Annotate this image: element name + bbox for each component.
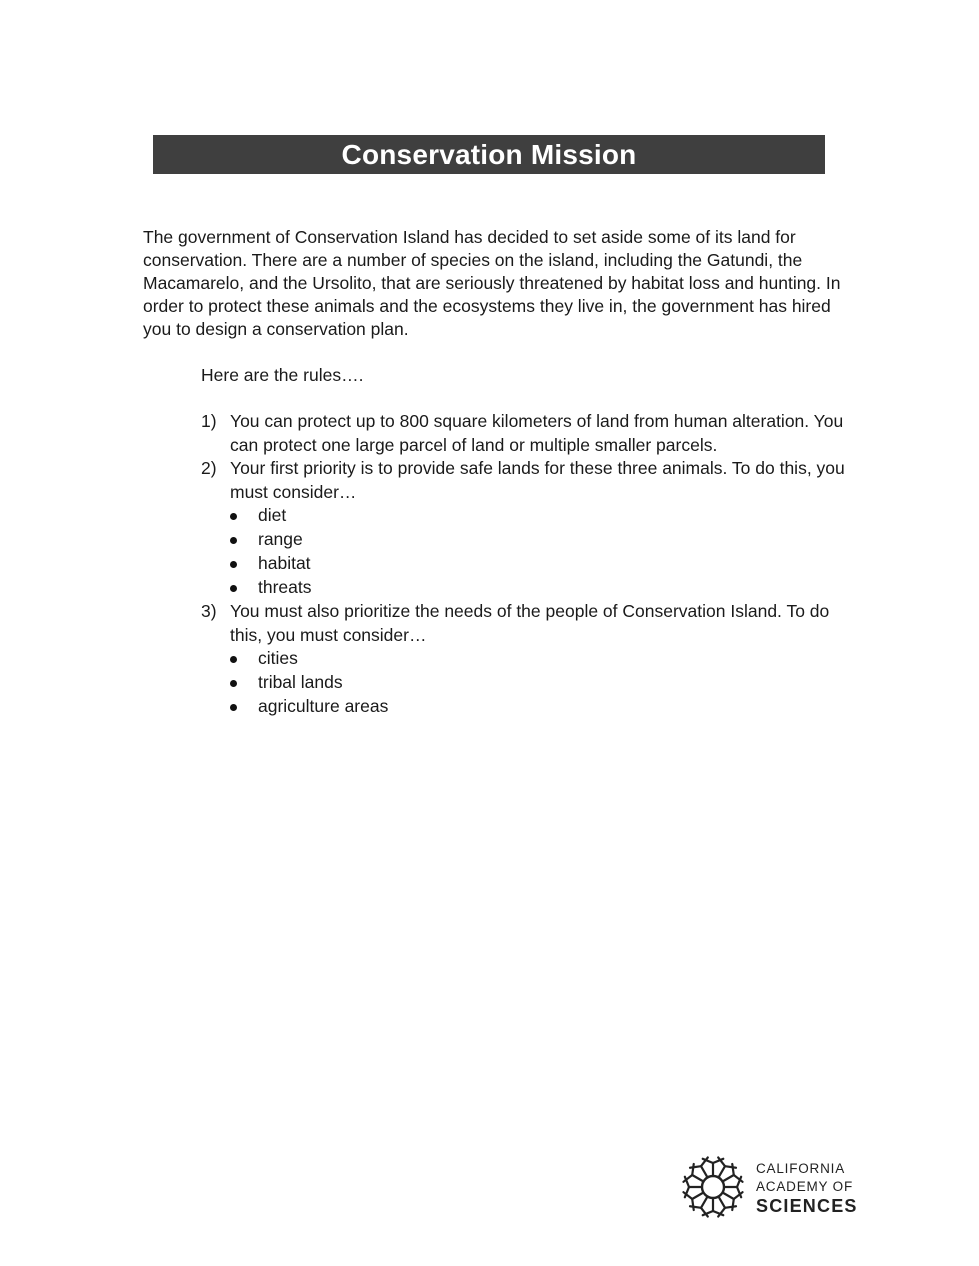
bullet-icon <box>230 513 237 520</box>
rule-number: 3) <box>201 601 217 621</box>
bullet-text: threats <box>258 577 312 598</box>
bullet-text: diet <box>258 505 287 526</box>
bullet-icon <box>230 561 237 568</box>
bullet-icon <box>230 537 237 544</box>
rule-item <box>201 457 851 504</box>
academy-logo <box>680 1152 860 1222</box>
rules-list <box>201 410 851 719</box>
rule-number: 2) <box>201 458 217 478</box>
rule-item <box>201 410 851 457</box>
bullet-icon <box>230 704 237 711</box>
logo-line-sciences: SCIENCES <box>756 1195 858 1216</box>
rule-text: You can protect up to 800 square kilometers of land from human alteration. You can protect one large parcel of land or multiple smaller parcels. <box>230 411 844 455</box>
bullet-text: range <box>258 529 303 550</box>
bullet-icon <box>230 656 237 663</box>
list-item <box>230 695 851 719</box>
list-item <box>230 647 851 671</box>
bullet-text: habitat <box>258 553 311 574</box>
people-considerations-list <box>201 647 851 719</box>
sunburst-logo-icon <box>680 1154 746 1220</box>
bullet-icon <box>230 680 237 687</box>
rules-lead: Here are the rules…. <box>201 365 364 385</box>
logo-line-academy: ACADEMY OF <box>756 1178 854 1194</box>
animal-considerations-list <box>201 504 851 600</box>
bullet-text: agriculture areas <box>258 696 389 717</box>
list-item <box>230 552 851 576</box>
rule-text: Your first priority is to provide safe lands for these three animals. To do this, you must consider… <box>230 458 845 502</box>
title-banner <box>153 135 825 174</box>
rule-number: 1) <box>201 411 217 431</box>
bullet-text: tribal lands <box>258 672 343 693</box>
intro-paragraph: The government of Conservation Island has decided to set aside some of its land for conservation. There are a number of species on the island, including the Gatundi, the Macamarelo, and the Ursolito, that are seriously threatened by habitat loss and hunting. In order to protect these animals and the ecosystems they live in, the government has hired you to design a conservation plan. <box>143 227 841 339</box>
rule-text: You must also prioritize the needs of the people of Conservation Island. To do this, you must consider… <box>230 601 830 645</box>
list-item <box>230 671 851 695</box>
logo-wordmark <box>756 1160 858 1215</box>
list-item <box>230 528 851 552</box>
bullet-icon <box>230 585 237 592</box>
bullet-text: cities <box>258 648 298 669</box>
rule-item <box>201 600 851 647</box>
logo-line-california: CALIFORNIA <box>756 1160 846 1176</box>
page-title: Conservation Mission <box>341 138 637 170</box>
list-item <box>230 504 851 528</box>
list-item <box>230 576 851 600</box>
